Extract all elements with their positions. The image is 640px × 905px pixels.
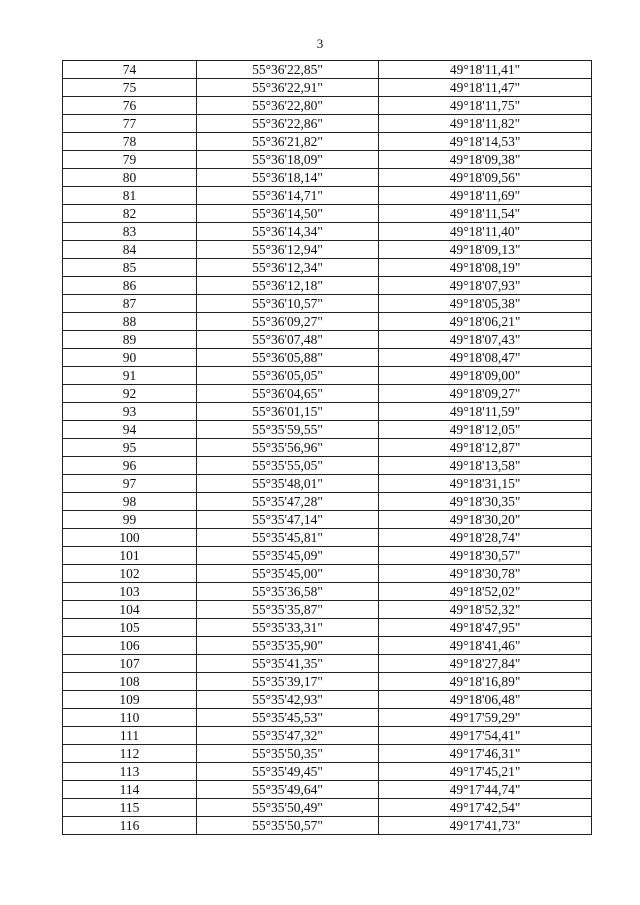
latitude-cell: 55°35'39,17" (197, 673, 379, 691)
table-row (63, 439, 592, 457)
latitude-cell: 55°36'14,34" (197, 223, 379, 241)
point-number-cell: 104 (63, 601, 197, 619)
table-row (63, 421, 592, 439)
latitude-cell: 55°36'22,91" (197, 79, 379, 97)
table-row (63, 331, 592, 349)
table-row (63, 745, 592, 763)
latitude-cell: 55°35'42,93" (197, 691, 379, 709)
table-row (63, 277, 592, 295)
latitude-cell: 55°35'48,01" (197, 475, 379, 493)
point-number-cell: 79 (63, 151, 197, 169)
longitude-cell: 49°18'13,58" (379, 457, 592, 475)
latitude-cell: 55°36'22,80" (197, 97, 379, 115)
latitude-cell: 55°36'05,05" (197, 367, 379, 385)
longitude-cell: 49°17'59,29" (379, 709, 592, 727)
latitude-cell: 55°35'50,35" (197, 745, 379, 763)
latitude-cell: 55°35'33,31" (197, 619, 379, 637)
table-row (63, 241, 592, 259)
table-row (63, 655, 592, 673)
longitude-cell: 49°17'42,54" (379, 799, 592, 817)
latitude-cell: 55°35'49,64" (197, 781, 379, 799)
longitude-cell: 49°18'06,21" (379, 313, 592, 331)
latitude-cell: 55°36'21,82" (197, 133, 379, 151)
table-row (63, 565, 592, 583)
latitude-cell: 55°36'22,86" (197, 115, 379, 133)
point-number-cell: 94 (63, 421, 197, 439)
longitude-cell: 49°18'06,48" (379, 691, 592, 709)
longitude-cell: 49°18'08,47" (379, 349, 592, 367)
latitude-cell: 55°36'09,27" (197, 313, 379, 331)
point-number-cell: 78 (63, 133, 197, 151)
longitude-cell: 49°18'52,32" (379, 601, 592, 619)
table-row (63, 259, 592, 277)
table-row (63, 61, 592, 79)
point-number-cell: 93 (63, 403, 197, 421)
longitude-cell: 49°18'27,84" (379, 655, 592, 673)
latitude-cell: 55°35'35,90" (197, 637, 379, 655)
latitude-cell: 55°36'07,48" (197, 331, 379, 349)
latitude-cell: 55°36'12,18" (197, 277, 379, 295)
longitude-cell: 49°18'30,78" (379, 565, 592, 583)
longitude-cell: 49°18'47,95" (379, 619, 592, 637)
point-number-cell: 114 (63, 781, 197, 799)
longitude-cell: 49°18'41,46" (379, 637, 592, 655)
coordinates-table-body (63, 61, 592, 835)
table-row (63, 79, 592, 97)
longitude-cell: 49°18'16,89" (379, 673, 592, 691)
table-row (63, 367, 592, 385)
latitude-cell: 55°35'59,55" (197, 421, 379, 439)
table-row (63, 547, 592, 565)
longitude-cell: 49°18'11,59" (379, 403, 592, 421)
longitude-cell: 49°18'07,93" (379, 277, 592, 295)
latitude-cell: 55°36'14,50" (197, 205, 379, 223)
table-row (63, 133, 592, 151)
table-row (63, 115, 592, 133)
latitude-cell: 55°36'18,09" (197, 151, 379, 169)
table-row (63, 475, 592, 493)
longitude-cell: 49°17'54,41" (379, 727, 592, 745)
point-number-cell: 88 (63, 313, 197, 331)
table-row (63, 169, 592, 187)
table-row (63, 385, 592, 403)
point-number-cell: 81 (63, 187, 197, 205)
table-row (63, 727, 592, 745)
table-row (63, 349, 592, 367)
longitude-cell: 49°18'11,69" (379, 187, 592, 205)
longitude-cell: 49°17'41,73" (379, 817, 592, 835)
point-number-cell: 91 (63, 367, 197, 385)
table-row (63, 205, 592, 223)
latitude-cell: 55°35'47,14" (197, 511, 379, 529)
point-number-cell: 74 (63, 61, 197, 79)
latitude-cell: 55°35'47,28" (197, 493, 379, 511)
table-row (63, 619, 592, 637)
table-row (63, 493, 592, 511)
table-row (63, 763, 592, 781)
longitude-cell: 49°18'08,19" (379, 259, 592, 277)
point-number-cell: 100 (63, 529, 197, 547)
longitude-cell: 49°18'09,38" (379, 151, 592, 169)
latitude-cell: 55°36'12,34" (197, 259, 379, 277)
point-number-cell: 103 (63, 583, 197, 601)
latitude-cell: 55°35'49,45" (197, 763, 379, 781)
latitude-cell: 55°36'14,71" (197, 187, 379, 205)
point-number-cell: 85 (63, 259, 197, 277)
table-row (63, 673, 592, 691)
longitude-cell: 49°18'05,38" (379, 295, 592, 313)
point-number-cell: 76 (63, 97, 197, 115)
longitude-cell: 49°18'52,02" (379, 583, 592, 601)
latitude-cell: 55°35'50,57" (197, 817, 379, 835)
point-number-cell: 110 (63, 709, 197, 727)
table-row (63, 691, 592, 709)
longitude-cell: 49°18'30,57" (379, 547, 592, 565)
point-number-cell: 80 (63, 169, 197, 187)
coordinates-table (62, 60, 592, 835)
longitude-cell: 49°18'31,15" (379, 475, 592, 493)
table-row (63, 511, 592, 529)
longitude-cell: 49°18'28,74" (379, 529, 592, 547)
latitude-cell: 55°35'45,09" (197, 547, 379, 565)
longitude-cell: 49°18'12,87" (379, 439, 592, 457)
point-number-cell: 77 (63, 115, 197, 133)
longitude-cell: 49°17'46,31" (379, 745, 592, 763)
point-number-cell: 113 (63, 763, 197, 781)
table-row (63, 817, 592, 835)
table-row (63, 457, 592, 475)
longitude-cell: 49°18'09,27" (379, 385, 592, 403)
latitude-cell: 55°36'04,65" (197, 385, 379, 403)
latitude-cell: 55°36'18,14" (197, 169, 379, 187)
table-row (63, 151, 592, 169)
longitude-cell: 49°18'11,75" (379, 97, 592, 115)
point-number-cell: 92 (63, 385, 197, 403)
table-row (63, 637, 592, 655)
table-row (63, 781, 592, 799)
table-row (63, 97, 592, 115)
point-number-cell: 109 (63, 691, 197, 709)
longitude-cell: 49°18'07,43" (379, 331, 592, 349)
page-number: 3 (316, 36, 324, 51)
longitude-cell: 49°18'11,40" (379, 223, 592, 241)
point-number-cell: 96 (63, 457, 197, 475)
latitude-cell: 55°35'47,32" (197, 727, 379, 745)
longitude-cell: 49°18'14,53" (379, 133, 592, 151)
table-row (63, 529, 592, 547)
longitude-cell: 49°18'11,41" (379, 61, 592, 79)
longitude-cell: 49°18'09,00" (379, 367, 592, 385)
point-number-cell: 75 (63, 79, 197, 97)
longitude-cell: 49°18'12,05" (379, 421, 592, 439)
point-number-cell: 111 (63, 727, 197, 745)
table-row (63, 223, 592, 241)
latitude-cell: 55°35'55,05" (197, 457, 379, 475)
table-row (63, 709, 592, 727)
point-number-cell: 83 (63, 223, 197, 241)
point-number-cell: 95 (63, 439, 197, 457)
point-number-cell: 84 (63, 241, 197, 259)
point-number-cell: 99 (63, 511, 197, 529)
table-row (63, 799, 592, 817)
point-number-cell: 90 (63, 349, 197, 367)
longitude-cell: 49°17'44,74" (379, 781, 592, 799)
table-row (63, 187, 592, 205)
point-number-cell: 86 (63, 277, 197, 295)
point-number-cell: 98 (63, 493, 197, 511)
latitude-cell: 55°36'05,88" (197, 349, 379, 367)
point-number-cell: 112 (63, 745, 197, 763)
point-number-cell: 82 (63, 205, 197, 223)
longitude-cell: 49°18'11,54" (379, 205, 592, 223)
longitude-cell: 49°18'09,56" (379, 169, 592, 187)
point-number-cell: 87 (63, 295, 197, 313)
latitude-cell: 55°35'45,00" (197, 565, 379, 583)
latitude-cell: 55°36'01,15" (197, 403, 379, 421)
point-number-cell: 106 (63, 637, 197, 655)
table-row (63, 583, 592, 601)
point-number-cell: 101 (63, 547, 197, 565)
latitude-cell: 55°36'10,57" (197, 295, 379, 313)
longitude-cell: 49°18'11,82" (379, 115, 592, 133)
longitude-cell: 49°18'09,13" (379, 241, 592, 259)
longitude-cell: 49°18'11,47" (379, 79, 592, 97)
latitude-cell: 55°36'12,94" (197, 241, 379, 259)
point-number-cell: 102 (63, 565, 197, 583)
latitude-cell: 55°35'56,96" (197, 439, 379, 457)
latitude-cell: 55°35'35,87" (197, 601, 379, 619)
point-number-cell: 108 (63, 673, 197, 691)
latitude-cell: 55°36'22,85" (197, 61, 379, 79)
latitude-cell: 55°35'50,49" (197, 799, 379, 817)
longitude-cell: 49°18'30,35" (379, 493, 592, 511)
point-number-cell: 89 (63, 331, 197, 349)
latitude-cell: 55°35'45,53" (197, 709, 379, 727)
point-number-cell: 116 (63, 817, 197, 835)
point-number-cell: 105 (63, 619, 197, 637)
table-row (63, 601, 592, 619)
longitude-cell: 49°18'30,20" (379, 511, 592, 529)
longitude-cell: 49°17'45,21" (379, 763, 592, 781)
point-number-cell: 97 (63, 475, 197, 493)
latitude-cell: 55°35'45,81" (197, 529, 379, 547)
table-row (63, 313, 592, 331)
latitude-cell: 55°35'41,35" (197, 655, 379, 673)
point-number-cell: 107 (63, 655, 197, 673)
table-row (63, 403, 592, 421)
table-row (63, 295, 592, 313)
point-number-cell: 115 (63, 799, 197, 817)
latitude-cell: 55°35'36,58" (197, 583, 379, 601)
